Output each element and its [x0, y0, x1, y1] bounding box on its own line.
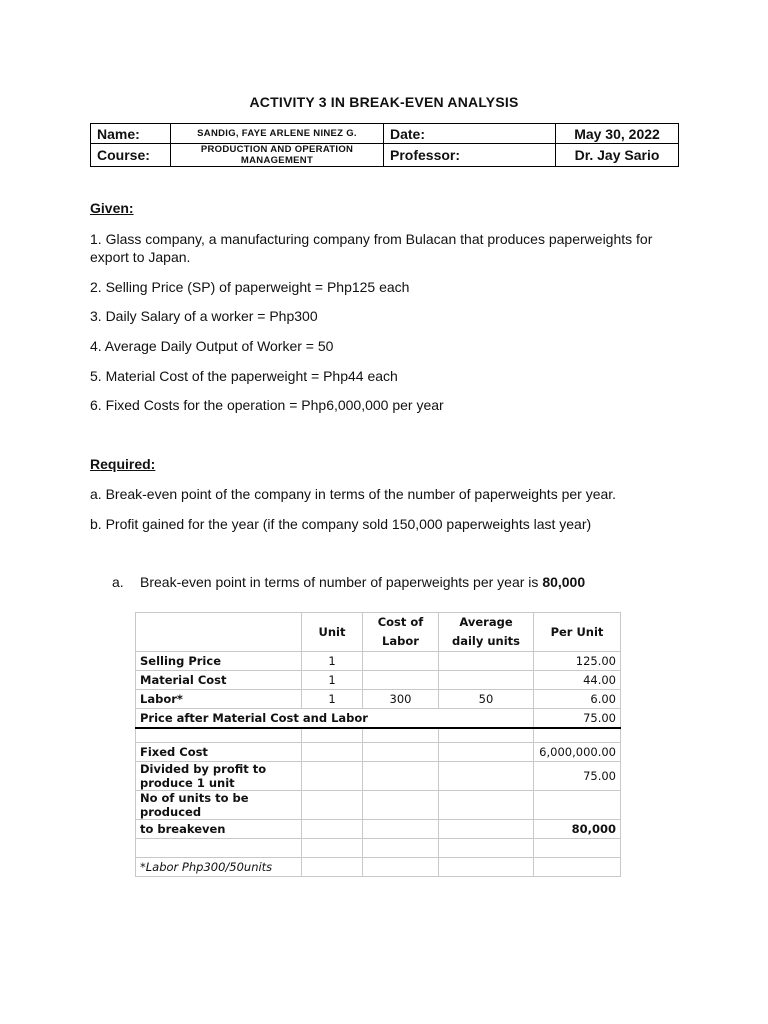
date-label: Date:	[384, 124, 556, 144]
course-label: Course:	[91, 144, 171, 167]
table-spacer-row	[136, 839, 621, 858]
row-average-daily-units: 50	[439, 690, 534, 709]
answer-line	[112, 574, 585, 590]
table-spacer-row	[136, 728, 621, 743]
given-item-3: 3. Daily Salary of a worker = Php300	[90, 308, 318, 324]
table-row	[136, 791, 621, 820]
row-label: Labor*	[136, 690, 302, 709]
answer-letter: a.	[112, 574, 124, 590]
row-per-unit	[534, 791, 621, 820]
row-per-unit: 75.00	[534, 762, 621, 791]
given-item-4: 4. Average Daily Output of Worker = 50	[90, 338, 334, 354]
row-cost-of-labor	[363, 671, 439, 690]
row-per-unit: 6.00	[534, 690, 621, 709]
row-per-unit: 75.00	[534, 709, 621, 729]
row-cost-of-labor	[363, 652, 439, 671]
given-item-6: 6. Fixed Costs for the operation = Php6,000,000 per year	[90, 397, 444, 413]
info-row-name	[91, 124, 679, 144]
row-unit: 1	[302, 652, 363, 671]
answer-value: 80,000	[542, 574, 586, 590]
info-table	[90, 123, 679, 167]
given-item-1: 1. Glass company, a manufacturing company from Bulacan that produces paperweights for export to Japan.	[90, 231, 653, 265]
row-per-unit: 80,000	[534, 820, 621, 839]
row-label: No of units to be produced	[136, 791, 302, 820]
row-label: Price after Material Cost and Labor	[136, 709, 534, 729]
row-per-unit: 125.00	[534, 652, 621, 671]
breakeven-table	[135, 612, 621, 877]
answer-text: Break-even point in terms of number of paperweights per year is	[140, 574, 543, 590]
given-item-5: 5. Material Cost of the paperweight = Php44 each	[90, 368, 398, 384]
header-cell	[136, 613, 302, 652]
date-value: May 30, 2022	[556, 124, 679, 144]
row-label: Material Cost	[136, 671, 302, 690]
row-unit: 1	[302, 671, 363, 690]
row-unit: 1	[302, 690, 363, 709]
row-cost-of-labor: 300	[363, 690, 439, 709]
given-item-2: 2. Selling Price (SP) of paperweight = Php125 each	[90, 279, 410, 295]
table-row	[136, 762, 621, 791]
table-header-row	[136, 613, 621, 652]
row-per-unit: 6,000,000.00	[534, 743, 621, 762]
table-row	[136, 743, 621, 762]
header-unit: Unit	[302, 613, 363, 652]
row-label: Fixed Cost	[136, 743, 302, 762]
table-row	[136, 690, 621, 709]
table-row	[136, 652, 621, 671]
page-title: ACTIVITY 3 IN BREAK-EVEN ANALYSIS	[249, 94, 519, 110]
row-average-daily-units	[439, 652, 534, 671]
given-heading: Given:	[90, 200, 134, 216]
header-cost-of-labor: Cost of Labor	[363, 613, 439, 652]
table-footnote-row	[136, 858, 621, 877]
header-average-daily-units: Average daily units	[439, 613, 534, 652]
course-value: PRODUCTION AND OPERATION MANAGEMENT	[171, 144, 384, 167]
row-per-unit: 44.00	[534, 671, 621, 690]
required-item-b: b. Profit gained for the year (if the company sold 150,000 paperweights last year)	[90, 516, 592, 532]
professor-label: Professor:	[384, 144, 556, 167]
row-average-daily-units	[439, 671, 534, 690]
info-row-course	[91, 144, 679, 167]
row-label: to breakeven	[136, 820, 302, 839]
header-per-unit: Per Unit	[534, 613, 621, 652]
labor-footnote: *Labor Php300/50units	[136, 858, 302, 877]
required-heading: Required:	[90, 456, 156, 472]
table-row	[136, 709, 621, 729]
name-label: Name:	[91, 124, 171, 144]
required-item-a: a. Break-even point of the company in terms of the number of paperweights per year.	[90, 486, 617, 502]
professor-value: Dr. Jay Sario	[556, 144, 679, 167]
table-row	[136, 820, 621, 839]
table-row	[136, 671, 621, 690]
row-label: Selling Price	[136, 652, 302, 671]
name-value: SANDIG, FAYE ARLENE NINEZ G.	[171, 124, 384, 144]
row-label: Divided by profit to produce 1 unit	[136, 762, 302, 791]
